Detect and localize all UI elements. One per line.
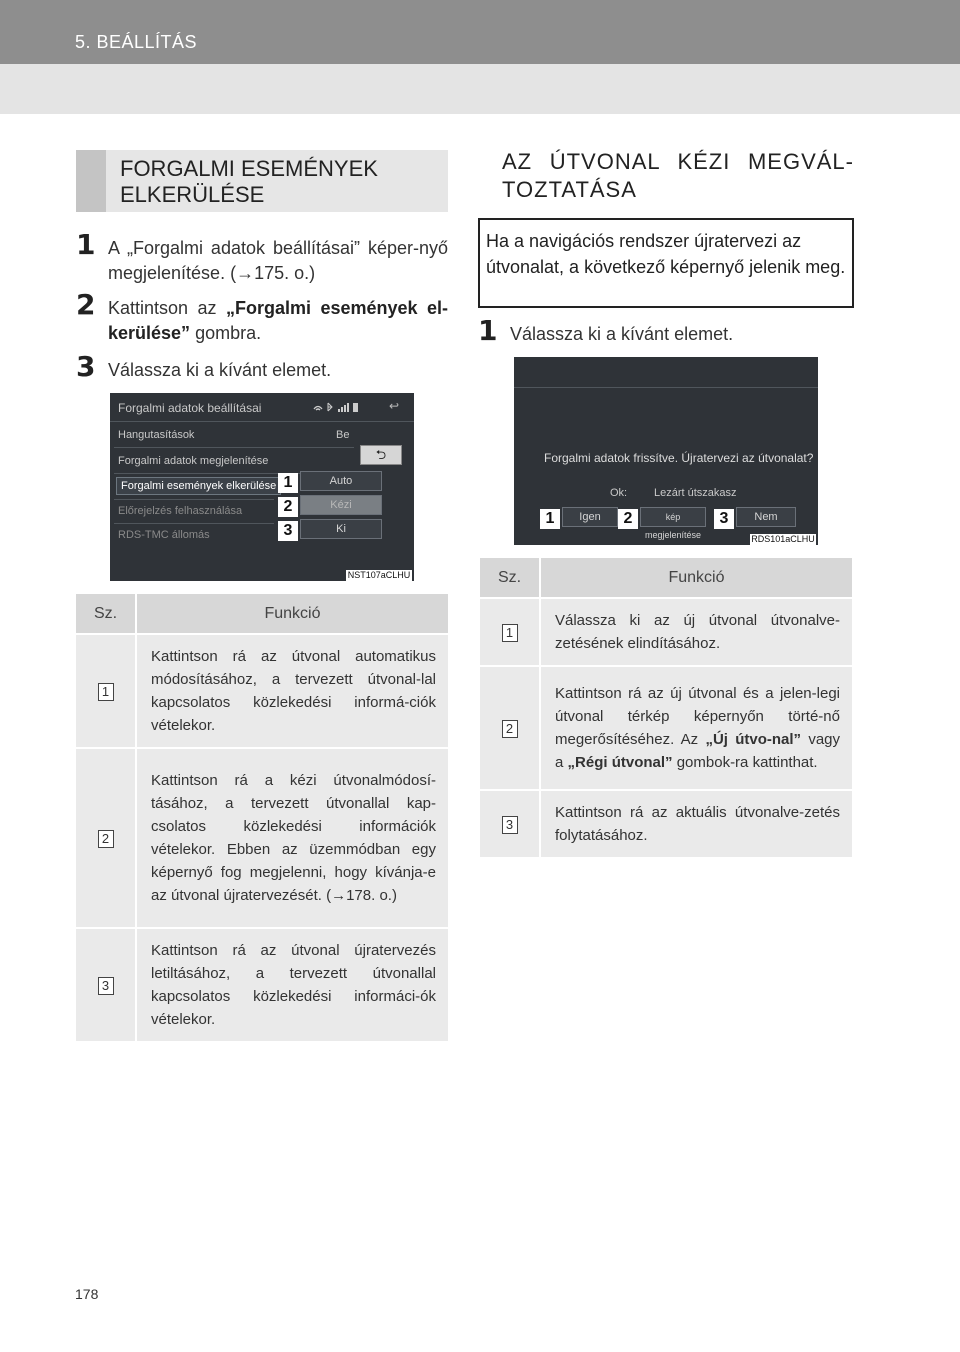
table-row: 2 Kattintson rá az új útvonal és a jelen-legi útvonal térkép képernyőn törté-nő megerősítéséhez. Az „Új útvo-nal” vagy a „Régi útvonal” gombok-ra kattinthat. — [480, 666, 852, 790]
step-3: 3 Válassza ki a kívánt elemet. — [76, 350, 332, 383]
row-traffic-display[interactable]: Forgalmi adatok megjelenítése — [118, 455, 269, 467]
auto-button[interactable]: Auto — [300, 471, 382, 491]
row-prediction[interactable]: Előrejelzés felhasználása — [118, 505, 243, 517]
table-row: 1 Kattintson rá az útvonal automatikus módosításához, a tervezett útvonal-lal kapcsolatos közlekedési informá-ciók vételekor. — [76, 634, 448, 748]
yes-button[interactable]: Igen — [562, 507, 618, 527]
col-function: Funkció — [540, 558, 852, 598]
row-voice[interactable]: Hangutasítások — [118, 429, 195, 441]
callout-2: 2 — [618, 509, 638, 529]
col-number: Sz. — [480, 558, 540, 598]
section-title-box — [76, 150, 448, 212]
ok-label: Ok: — [610, 487, 628, 499]
map-view-button[interactable]: kép megjelenítése — [640, 507, 706, 527]
header-sub-band — [0, 64, 960, 114]
off-button[interactable]: Ki — [300, 519, 382, 539]
section-heading-right: AZ ÚTVONAL KÉZI MEGVÁL-TOZTATÁSA — [502, 149, 854, 202]
table-row: 2 Kattintson rá a kézi útvonalmódosí-tásához, a tervezett útvonallal kap-csolatos közlekedési információk vételekor. Ebben az üzemmódban egy képernyő fog megjelenni, hogy kívánja-e az útvonal újratervezését. (→178. o.) — [76, 748, 448, 928]
function-table-left — [76, 594, 448, 1041]
callout-3: 3 — [278, 521, 298, 541]
no-button[interactable]: Nem — [736, 507, 796, 527]
callout-2: 2 — [278, 497, 298, 517]
reroute-message: Forgalmi adatok frissítve. Újratervezi az útvonalat? — [544, 451, 814, 465]
screen-title: Forgalmi adatok beállításai — [118, 401, 262, 415]
ok-value: Lezárt útszakasz — [654, 487, 737, 499]
row-avoid-events[interactable]: Forgalmi események elkerülése — [116, 477, 281, 495]
table-row: 1 Válassza ki az új útvonal útvonalve-zetésének elindításához. — [480, 598, 852, 666]
screenshot-traffic-settings — [110, 393, 414, 581]
callout-1: 1 — [278, 473, 298, 493]
back-icon[interactable]: ↩ — [388, 399, 400, 413]
section-accent — [76, 150, 106, 212]
step-2: 2 Kattintson az „Forgalmi események el-kerülése” gombra. — [76, 288, 448, 343]
row-rds-tmc[interactable]: RDS-TMC állomás — [118, 529, 210, 541]
section-title: FORGALMI ESEMÉNYEK ELKERÜLÉSE — [120, 156, 378, 207]
step-right-1: 1 Válassza ki a kívánt elemet. — [478, 314, 734, 347]
manual-button[interactable]: Kézi — [300, 495, 382, 515]
function-table-right — [480, 558, 852, 857]
note-box: Ha a navigációs rendszer újratervezi az útvonalat, a következő képernyő jelenik meg. — [478, 218, 854, 308]
page-number: 178 — [75, 1286, 99, 1302]
status-icons — [312, 401, 360, 416]
return-button[interactable]: ⮌ — [360, 445, 402, 465]
callout-1: 1 — [540, 509, 560, 529]
col-number: Sz. — [76, 594, 136, 634]
image-code: NST107aCLHU — [347, 570, 411, 580]
chapter-title: 5. BEÁLLÍTÁS — [75, 32, 198, 52]
row-voice-value: Be — [336, 429, 350, 441]
table-row: 3 Kattintson rá az aktuális útvonalve-zetés folytatásához. — [480, 790, 852, 857]
screenshot-reroute — [514, 357, 818, 545]
step-1: 1 A „Forgalmi adatok beállításai” képer-nyő megjelenítése. (→175. o.) — [76, 228, 448, 283]
callout-3: 3 — [714, 509, 734, 529]
col-function: Funkció — [136, 594, 448, 634]
image-code: RDS101aCLHU — [751, 534, 815, 544]
table-row: 3 Kattintson rá az útvonal újratervezés letiltásához, a tervezett útvonallal kapcsolatos közlekedési informáci-ók vételekor. — [76, 928, 448, 1041]
